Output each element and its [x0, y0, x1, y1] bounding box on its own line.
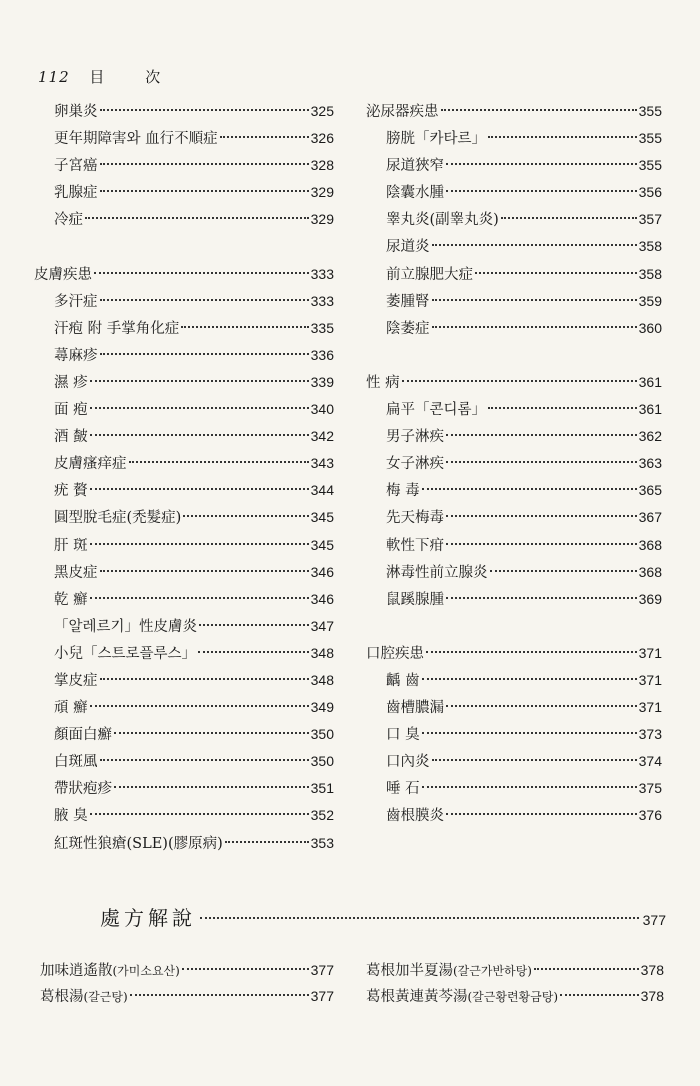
- dot-leader: [114, 786, 309, 788]
- left-toc-column: [34, 98, 334, 857]
- toc-entry-page: 355: [638, 103, 662, 119]
- dot-leader: [100, 353, 309, 355]
- dot-leader: [432, 299, 637, 301]
- toc-entry: [34, 450, 334, 477]
- toc-entry-label: 尿道炎: [386, 239, 430, 256]
- toc-entry-page: 348: [310, 671, 334, 688]
- formula-section-heading: [100, 902, 666, 931]
- dot-leader: [181, 326, 308, 328]
- toc-entry: [366, 532, 662, 559]
- toc-entry-page: 373: [638, 726, 662, 743]
- dot-leader: [90, 434, 309, 436]
- toc-entry-label: 皮膚瘙痒症: [54, 456, 127, 473]
- formula-name: 葛根黃連黃芩湯: [366, 989, 468, 1005]
- dot-leader: [183, 515, 308, 517]
- dot-leader: [422, 732, 637, 734]
- toc-entry: [366, 233, 662, 260]
- toc-section-heading: [366, 98, 662, 125]
- section-title: 處方解說: [100, 906, 196, 930]
- toc-entry-label: 汗疱 附 手掌角化症: [54, 320, 180, 337]
- toc-entry-page: 344: [310, 482, 334, 499]
- toc-entry: [366, 667, 662, 694]
- toc-entry-page: 345: [310, 536, 334, 553]
- toc-entry-label: 膀胱「카타르」: [386, 131, 487, 148]
- toc-entry-label: 腋 臭: [54, 808, 88, 825]
- toc-entry: [34, 396, 334, 423]
- dot-leader: [488, 136, 637, 138]
- toc-entry-label: 蕁麻疹: [54, 347, 98, 364]
- section-page: 377: [642, 912, 666, 928]
- dot-leader: [441, 109, 637, 111]
- toc-entry-page: 367: [638, 509, 662, 526]
- toc-entry-page: 335: [310, 319, 334, 336]
- dot-leader: [94, 272, 309, 274]
- toc-entry-page: 329: [310, 211, 334, 228]
- toc-section-heading: [366, 640, 662, 667]
- dot-leader: [90, 407, 309, 409]
- section-gap: [366, 342, 662, 369]
- toc-entry-label: 冷症: [54, 212, 83, 229]
- dot-leader: [446, 434, 637, 436]
- toc-entry: [34, 369, 334, 396]
- toc-entry: [34, 532, 334, 559]
- dot-leader: [432, 759, 637, 761]
- formula-entry: [40, 957, 334, 983]
- formula-entry: [40, 983, 334, 1009]
- toc-entry-label: 萎腫腎: [386, 293, 430, 310]
- toc-entry: [34, 721, 334, 748]
- toc-entry-label: 黑皮症: [54, 564, 98, 581]
- toc-entry-label: 白斑風: [54, 754, 98, 771]
- toc-entry-label: 唾 石: [386, 781, 420, 798]
- dot-leader: [129, 461, 309, 463]
- toc-entry-label: 鼠蹊腺腫: [386, 591, 444, 608]
- dot-leader: [100, 109, 309, 111]
- toc-entry-page: 339: [310, 373, 334, 390]
- toc-entry-page: 374: [638, 753, 662, 770]
- toc-entry: [34, 667, 334, 694]
- dot-leader: [402, 380, 637, 382]
- toc-entry-label: 更年期障害와 血行不順症: [54, 131, 218, 148]
- dot-leader: [85, 217, 309, 219]
- toc-entry-page: 360: [638, 319, 662, 336]
- formula-page: 378: [640, 988, 664, 1004]
- toc-entry-label: 扁平「콘디롬」: [386, 402, 487, 419]
- dot-leader: [446, 813, 637, 815]
- toc-entry-page: 371: [638, 699, 662, 716]
- toc-entry: [366, 206, 662, 233]
- page-title: 目 次: [89, 68, 179, 86]
- toc-entry-label: 卵巣炎: [54, 104, 98, 120]
- toc-entry-page: 347: [310, 617, 334, 634]
- toc-entry-page: 329: [310, 184, 334, 201]
- toc-entry: [34, 125, 334, 152]
- toc-entry-page: 350: [310, 753, 334, 770]
- toc-entry-label: 圓型脫毛症(禿髮症): [54, 510, 182, 527]
- dot-leader: [422, 786, 637, 788]
- toc-entry: [34, 559, 334, 586]
- toc-entry-page: 369: [638, 590, 662, 607]
- toc-entry-label: 乳腺症: [54, 185, 98, 202]
- toc-entry: [366, 559, 662, 586]
- toc-entry: [366, 477, 662, 504]
- toc-entry-label: 女子淋疾: [386, 456, 444, 473]
- toc-entry-label: 帶狀疱疹: [54, 781, 112, 798]
- toc-entry-label: 肝 斑: [54, 537, 88, 554]
- formula-page: 377: [310, 988, 334, 1004]
- toc-entry-page: 353: [310, 834, 334, 851]
- toc-entry-label: 男子淋疾: [386, 429, 444, 446]
- formula-entry: [366, 983, 664, 1009]
- right-toc-column: [366, 98, 662, 830]
- toc-entry-page: 357: [638, 211, 662, 228]
- dot-leader: [432, 244, 637, 246]
- toc-entry-label: 口腔疾患: [366, 645, 424, 662]
- toc-entry: [366, 125, 662, 152]
- toc-entry: [366, 261, 662, 288]
- toc-entry-page: 358: [638, 265, 662, 282]
- dot-leader: [90, 543, 309, 545]
- toc-entry-label: 小兒「스트로플루스」: [54, 645, 197, 662]
- toc-entry-label: 面 疱: [54, 402, 88, 419]
- dot-leader: [426, 651, 637, 653]
- toc-entry-page: 371: [638, 671, 662, 688]
- toc-entry: [366, 748, 662, 775]
- toc-entry-label: 前立腺肥大症: [386, 266, 473, 283]
- formula-reading: (갈근황련황금탕): [467, 990, 559, 1004]
- dot-leader: [90, 705, 309, 707]
- dot-leader: [446, 515, 637, 517]
- toc-entry: [366, 504, 662, 531]
- toc-entry-label: 頑 癬: [54, 700, 88, 717]
- dot-leader: [488, 407, 637, 409]
- toc-entry-label: 濕 疹: [54, 374, 88, 391]
- toc-entry: [34, 288, 334, 315]
- toc-section-heading: [366, 369, 662, 396]
- dot-leader: [560, 994, 639, 996]
- toc-entry-label: 性 病: [366, 374, 400, 391]
- dot-leader: [200, 917, 639, 919]
- toc-entry: [34, 613, 334, 640]
- toc-entry: [34, 206, 334, 233]
- toc-entry-label: 睾丸炎(副睾丸炎): [386, 212, 499, 229]
- toc-entry: [34, 98, 334, 125]
- toc-entry-page: 371: [638, 644, 662, 661]
- toc-entry-page: 328: [310, 157, 334, 174]
- toc-entry-page: 326: [310, 130, 334, 147]
- toc-entry-label: 軟性下疳: [386, 537, 444, 554]
- toc-entry-page: 361: [638, 401, 662, 418]
- toc-entry: [366, 315, 662, 342]
- toc-entry-page: 333: [310, 292, 334, 309]
- dot-leader: [114, 732, 309, 734]
- toc-entry-page: 376: [638, 807, 662, 824]
- toc-section-heading: [34, 261, 334, 288]
- dot-leader: [90, 813, 309, 815]
- dot-leader: [220, 136, 309, 138]
- toc-entry: [366, 721, 662, 748]
- toc-entry-page: 362: [638, 428, 662, 445]
- dot-leader: [199, 624, 309, 626]
- dot-leader: [432, 326, 637, 328]
- toc-entry: [366, 288, 662, 315]
- toc-entry-page: 359: [638, 292, 662, 309]
- toc-entry: [34, 423, 334, 450]
- toc-entry-page: 333: [310, 265, 334, 282]
- formula-entry: [366, 957, 664, 983]
- dot-leader: [182, 968, 309, 970]
- toc-entry-label: 陰囊水腫: [386, 185, 444, 202]
- formula-name: 葛根湯: [40, 989, 84, 1005]
- toc-entry: [34, 315, 334, 342]
- toc-entry: [34, 640, 334, 667]
- toc-entry-label: 多汗症: [54, 293, 98, 310]
- dot-leader: [446, 190, 637, 192]
- dot-leader: [534, 968, 639, 970]
- toc-entry-label: 齒根膜炎: [386, 808, 444, 825]
- toc-entry-page: 336: [310, 346, 334, 363]
- toc-entry: [366, 152, 662, 179]
- toc-entry-label: 梅 毒: [386, 483, 420, 500]
- toc-entry-label: 顏面白癬: [54, 727, 112, 744]
- dot-leader: [422, 488, 637, 490]
- toc-entry: [366, 179, 662, 206]
- dot-leader: [490, 570, 637, 572]
- dot-leader: [100, 299, 309, 301]
- dot-leader: [100, 678, 309, 680]
- dot-leader: [100, 570, 309, 572]
- toc-entry-label: 紅斑性狼瘡(SLE)(膠原病): [54, 835, 223, 852]
- section-gap: [34, 233, 334, 260]
- toc-entry-label: 泌尿器疾患: [366, 104, 439, 120]
- toc-entry: [366, 694, 662, 721]
- dot-leader: [446, 543, 637, 545]
- toc-entry-label: 口 臭: [386, 727, 420, 744]
- toc-entry-label: 皮膚疾患: [34, 266, 92, 283]
- toc-entry-page: 352: [310, 807, 334, 824]
- toc-entry: [34, 586, 334, 613]
- toc-entry-label: 掌皮症: [54, 672, 98, 689]
- toc-entry-page: 358: [638, 238, 662, 255]
- toc-entry-page: 342: [310, 428, 334, 445]
- dot-leader: [100, 759, 309, 761]
- dot-leader: [446, 461, 637, 463]
- toc-entry-page: 351: [310, 780, 334, 797]
- toc-entry-page: 368: [638, 563, 662, 580]
- toc-entry-label: 子宮癌: [54, 158, 98, 175]
- formula-page: 377: [310, 962, 334, 978]
- toc-entry-page: 363: [638, 455, 662, 472]
- formula-page: 378: [640, 962, 664, 978]
- toc-entry-label: 齒槽膿漏: [386, 700, 444, 717]
- running-header: [38, 66, 178, 87]
- toc-entry-page: 346: [310, 563, 334, 580]
- formula-name: 加味逍遙散: [40, 963, 113, 979]
- toc-entry-page: 349: [310, 699, 334, 716]
- toc-entry: [366, 802, 662, 829]
- toc-entry-page: 361: [638, 373, 662, 390]
- dot-leader: [446, 705, 637, 707]
- toc-entry-page: 355: [638, 157, 662, 174]
- toc-entry-label: 酒 皶: [54, 429, 88, 446]
- toc-entry: [34, 775, 334, 802]
- toc-entry-label: 尿道狹窄: [386, 158, 444, 175]
- toc-entry-page: 355: [638, 130, 662, 147]
- dot-leader: [501, 217, 637, 219]
- toc-entry: [34, 152, 334, 179]
- toc-entry: [34, 342, 334, 369]
- toc-entry: [34, 477, 334, 504]
- page-number: 112: [38, 68, 70, 86]
- toc-entry-page: 368: [638, 536, 662, 553]
- toc-entry-page: 375: [638, 780, 662, 797]
- dot-leader: [422, 678, 637, 680]
- toc-entry: [366, 396, 662, 423]
- toc-entry-label: 先天梅毒: [386, 510, 444, 527]
- dot-leader: [100, 190, 309, 192]
- toc-entry-label: 口內炎: [386, 754, 430, 771]
- dot-leader: [130, 994, 309, 996]
- toc-entry: [34, 504, 334, 531]
- toc-entry-page: 346: [310, 590, 334, 607]
- toc-entry: [366, 775, 662, 802]
- toc-entry-label: 「알레르기」性皮膚炎: [54, 618, 198, 635]
- dot-leader: [90, 380, 309, 382]
- dot-leader: [198, 651, 309, 653]
- toc-entry: [34, 748, 334, 775]
- toc-entry-label: 陰萎症: [386, 320, 430, 337]
- dot-leader: [100, 163, 309, 165]
- toc-entry: [366, 450, 662, 477]
- toc-entry-page: 365: [638, 482, 662, 499]
- formula-name: 葛根加半夏湯: [366, 963, 453, 979]
- toc-entry: [366, 423, 662, 450]
- toc-entry-page: 325: [310, 103, 334, 119]
- toc-entry: [34, 830, 334, 857]
- toc-entry-page: 348: [310, 644, 334, 661]
- section-gap: [366, 613, 662, 640]
- toc-entry-label: 淋毒性前立腺炎: [386, 564, 488, 581]
- formula-reading: (가미소요산): [112, 964, 180, 978]
- toc-entry: [34, 802, 334, 829]
- toc-entry-label: 乾 癬: [54, 591, 88, 608]
- toc-entry: [34, 694, 334, 721]
- dot-leader: [475, 272, 637, 274]
- toc-entry-page: 345: [310, 509, 334, 526]
- toc-entry-label: 齲 齒: [386, 672, 420, 689]
- formula-reading: (갈근탕): [83, 990, 128, 1004]
- toc-entry: [34, 179, 334, 206]
- toc-entry-page: 350: [310, 726, 334, 743]
- toc-entry-page: 340: [310, 401, 334, 418]
- dot-leader: [446, 597, 637, 599]
- dot-leader: [225, 841, 309, 843]
- dot-leader: [90, 488, 309, 490]
- toc-entry-page: 356: [638, 184, 662, 201]
- toc-entry-label: 疣 贅: [54, 483, 88, 500]
- toc-entry: [366, 586, 662, 613]
- dot-leader: [90, 597, 309, 599]
- toc-entry-page: 343: [310, 455, 334, 472]
- formula-reading: (갈근가반하탕): [453, 964, 532, 978]
- dot-leader: [446, 163, 637, 165]
